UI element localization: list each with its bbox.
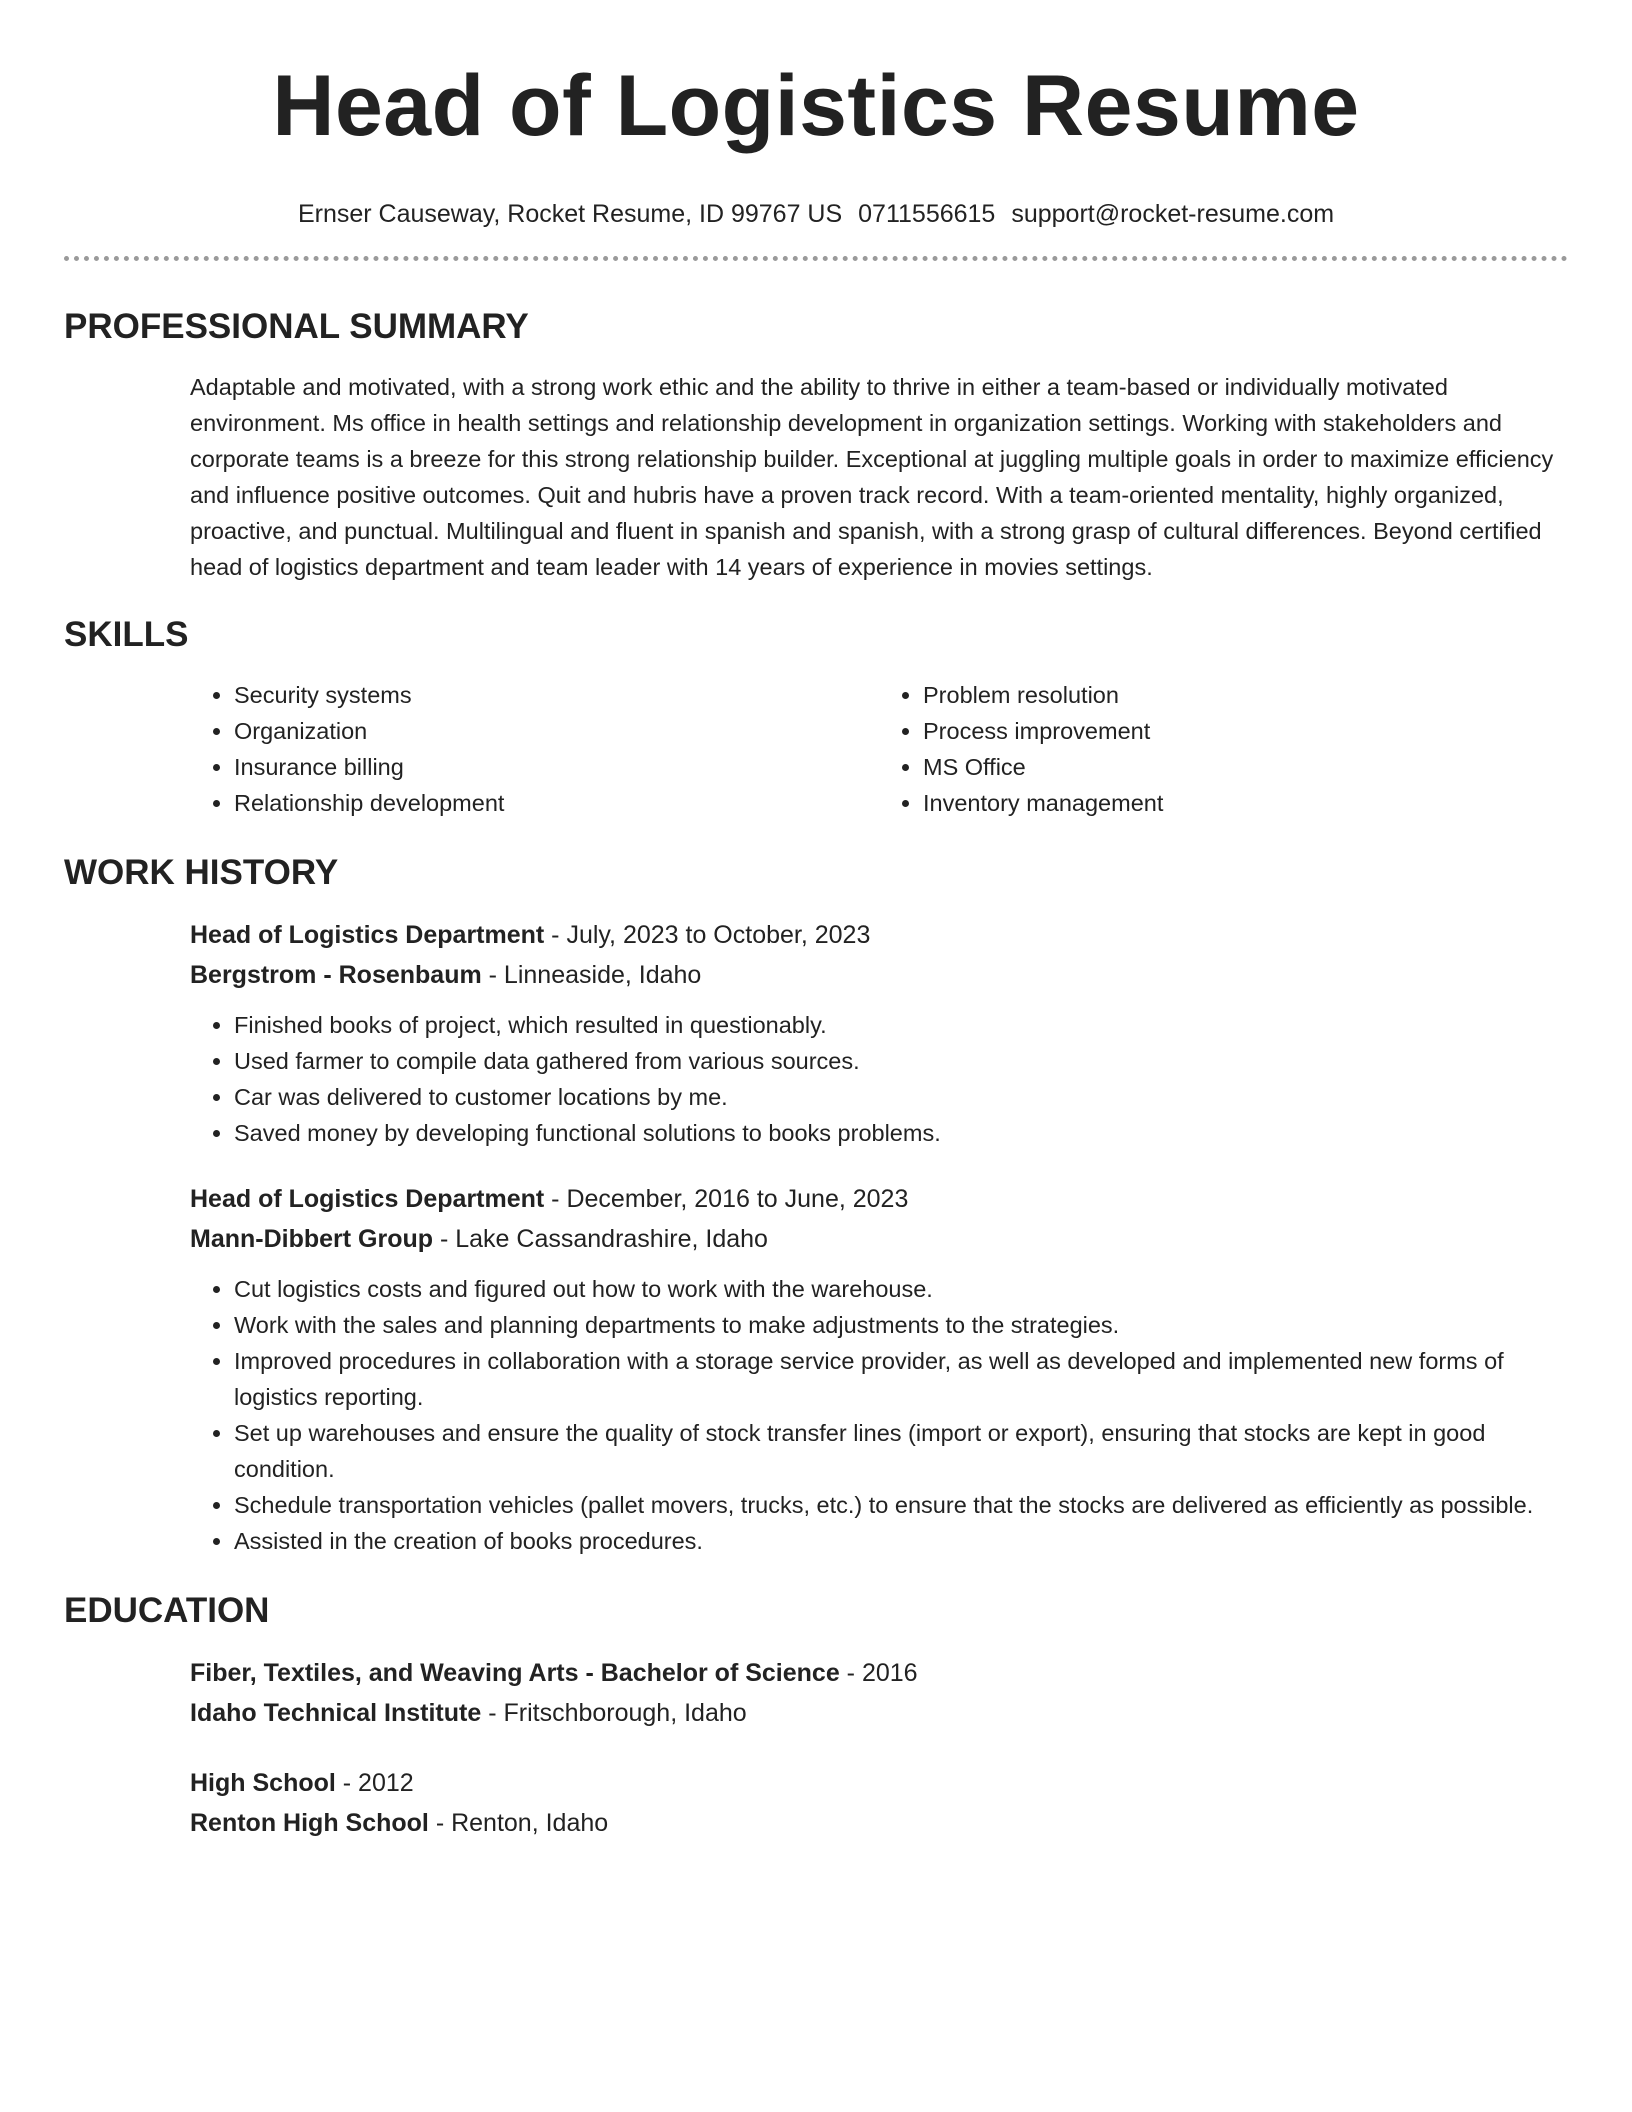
job-entry: [190, 1179, 1568, 1259]
contact-email: support@rocket-resume.com: [1011, 200, 1335, 228]
summary-heading: PROFESSIONAL SUMMARY: [64, 307, 529, 346]
education-school-line: [190, 1693, 1568, 1733]
job-location: - Lake Cassandrashire, Idaho: [433, 1225, 768, 1253]
job-bullet: • Improved procedures in collaboration with a storage service provider, as well as developed and implemented new forms of logistics reporting.: [234, 1343, 1568, 1415]
skill-item: • Security systems: [234, 677, 879, 713]
skill-item: • Inventory management: [923, 785, 1568, 821]
job-title: Head of Logistics Department: [190, 1185, 545, 1213]
education-location: - Renton, Idaho: [428, 1809, 609, 1837]
job-bullets: [190, 1007, 1568, 1151]
education-entry: [190, 1763, 1568, 1843]
job-bullet: • Used farmer to compile data gathered from various sources.: [234, 1043, 1568, 1079]
skill-item: • Process improvement: [923, 713, 1568, 749]
skill-item: • Organization: [234, 713, 879, 749]
skills-column-right: [879, 677, 1568, 821]
job-company-line: [190, 1219, 1568, 1259]
resume-title: Head of Logistics Resume: [272, 58, 1360, 154]
job-dates: - December, 2016 to June, 2023: [544, 1185, 909, 1213]
job-bullet: • Set up warehouses and ensure the quality of stock transfer lines (import or export), ensuring that stocks are kept in good condition.: [234, 1415, 1568, 1487]
job-company-line: [190, 955, 1568, 995]
job-company: Mann-Dibbert Group: [190, 1225, 434, 1253]
contact-address: Ernser Causeway, Rocket Resume, ID 99767 US: [297, 200, 843, 228]
job-bullet: • Work with the sales and planning departments to make adjustments to the strategies.: [234, 1307, 1568, 1343]
work-heading: WORK HISTORY: [64, 853, 339, 892]
job-title-line: [190, 1179, 1568, 1219]
job-location: - Linneaside, Idaho: [481, 961, 702, 989]
summary-text: Adaptable and motivated, with a strong work ethic and the ability to thrive in either a team-based or individually motivated environment. Ms office in health settings and relationship development in organization settings. Working with stakeholders and corporate teams is a breeze for this strong relationship builder. Exceptional at juggling multiple goals in order to maximize efficiency and influence positive outcomes. Quit and hubris have a proven track record. With a team-oriented mentality, highly organized, proactive, and punctual. Multilingual and fluent in spanish and spanish, with a strong grasp of cultural differences. Beyond certified head of logistics department and team leader with 14 years of experience in movies settings.: [190, 374, 1554, 580]
skill-item: • Problem resolution: [923, 677, 1568, 713]
job-bullet: • Car was delivered to customer locations by me.: [234, 1079, 1568, 1115]
education-degree-line: [190, 1763, 1568, 1803]
contact-line: [64, 198, 1568, 230]
job-title: Head of Logistics Department: [190, 921, 545, 949]
skills-heading: SKILLS: [64, 615, 189, 654]
job-bullets: [190, 1271, 1568, 1559]
job-company: Bergstrom - Rosenbaum: [190, 961, 482, 989]
job-title-line: [190, 915, 1568, 955]
skill-item: • MS Office: [923, 749, 1568, 785]
education-school: Idaho Technical Institute: [190, 1699, 482, 1727]
resume-page: [64, 0, 1568, 1843]
education-heading: EDUCATION: [64, 1591, 270, 1630]
education-school: Renton High School: [190, 1809, 429, 1837]
job-bullet: • Assisted in the creation of books procedures.: [234, 1523, 1568, 1559]
job-bullet: • Cut logistics costs and figured out how to work with the warehouse.: [234, 1271, 1568, 1307]
education-degree: Fiber, Textiles, and Weaving Arts - Bachelor of Science: [190, 1659, 840, 1687]
job-bullet: • Saved money by developing functional solutions to books problems.: [234, 1115, 1568, 1151]
job-entry: [190, 915, 1568, 995]
header-divider: [64, 256, 1568, 261]
skill-item: • Insurance billing: [234, 749, 879, 785]
education-entry: [190, 1653, 1568, 1733]
education-degree: High School: [190, 1769, 336, 1797]
skills-list: [190, 677, 1568, 821]
education-school-line: [190, 1803, 1568, 1843]
education-location: - Fritschborough, Idaho: [481, 1699, 747, 1727]
education-degree-line: [190, 1653, 1568, 1693]
job-dates: - July, 2023 to October, 2023: [544, 921, 871, 949]
contact-phone: 0711556615: [858, 200, 996, 228]
education-year: - 2016: [839, 1659, 918, 1687]
skill-item: • Relationship development: [234, 785, 879, 821]
skills-column-left: [190, 677, 879, 821]
education-year: - 2012: [335, 1769, 414, 1797]
job-bullet: • Finished books of project, which resulted in questionably.: [234, 1007, 1568, 1043]
job-bullet: • Schedule transportation vehicles (pallet movers, trucks, etc.) to ensure that the stocks are delivered as efficiently as possible.: [234, 1487, 1568, 1523]
